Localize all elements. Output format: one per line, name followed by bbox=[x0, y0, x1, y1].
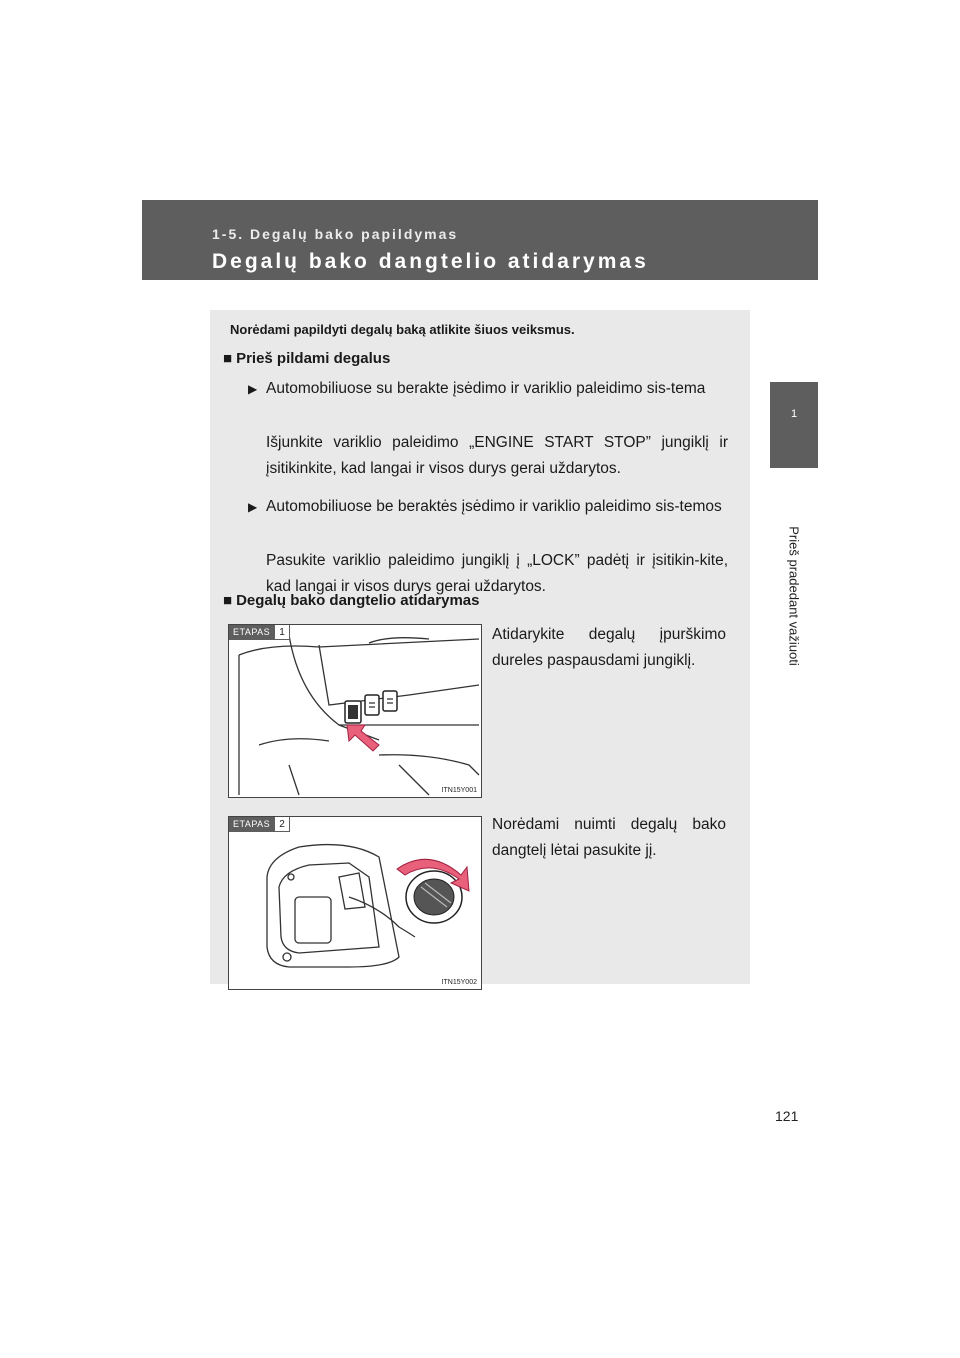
step-1-text: Atidarykite degalų įpurškimo dureles paspausdami jungiklį. bbox=[492, 626, 726, 669]
item-keyless-body: Išjunkite variklio paleidimo „ENGINE START STOP” jungiklį ir įsitikinkite, kad langai ir visos durys gerai uždarytos. bbox=[266, 434, 728, 477]
step-label: ETAPAS bbox=[229, 625, 274, 640]
figure-step-2 bbox=[228, 816, 482, 990]
heading-text: Degalų bako dangtelio atidarymas bbox=[236, 592, 480, 609]
section-number: 1-5. Degalų bako papildymas bbox=[212, 226, 459, 242]
fuel-cap-illustration bbox=[229, 817, 483, 991]
figure-code: ITN15Y001 bbox=[441, 787, 477, 794]
item-keyless-title bbox=[248, 376, 746, 402]
page-title: Degalų bako dangtelio atidarymas bbox=[212, 250, 649, 273]
item-no-keyless-title bbox=[248, 494, 746, 520]
page-number: 121 bbox=[775, 1108, 799, 1124]
step-number: 1 bbox=[274, 625, 290, 640]
step-badge bbox=[229, 625, 290, 640]
fuel-door-switch-illustration bbox=[229, 625, 483, 799]
heading-text: Prieš pildami degalus bbox=[236, 350, 391, 367]
chapter-number: 1 bbox=[790, 408, 798, 420]
square-bullet-icon: ■ bbox=[223, 350, 233, 367]
item-title-text: Automobiliuose su berakte įsėdimo ir variklio paleidimo sis-tema bbox=[266, 380, 706, 397]
section-heading-open-cap bbox=[223, 592, 479, 609]
header-band bbox=[142, 200, 818, 280]
chapter-label: Prieš pradedant važiuoti bbox=[786, 526, 802, 666]
content-box bbox=[210, 310, 750, 984]
arrow-right-icon: ▶ bbox=[248, 382, 258, 396]
step-badge bbox=[229, 817, 290, 832]
item-title-text: Automobiliuose be beraktės įsėdimo ir variklio paleidimo sis-temos bbox=[266, 498, 722, 515]
step-number: 2 bbox=[274, 817, 290, 832]
step-label: ETAPAS bbox=[229, 817, 274, 832]
section-heading-before-refuel bbox=[223, 350, 390, 367]
figure-code: ITN15Y002 bbox=[441, 979, 477, 986]
step-2-text: Norėdami nuimti degalų bako dangtelį lėtai pasukite jį. bbox=[492, 816, 726, 859]
item-no-keyless-body: Pasukite variklio paleidimo jungiklį į „LOCK” padėtį ir įsitikin-kite, kad langai ir visos durys gerai uždarytos. bbox=[266, 552, 728, 595]
square-bullet-icon: ■ bbox=[223, 592, 233, 609]
arrow-right-icon: ▶ bbox=[248, 500, 258, 514]
figure-step-1 bbox=[228, 624, 482, 798]
chapter-tab bbox=[770, 382, 818, 468]
intro-text: Norėdami papildyti degalų baką atlikite šiuos veiksmus. bbox=[230, 322, 575, 337]
